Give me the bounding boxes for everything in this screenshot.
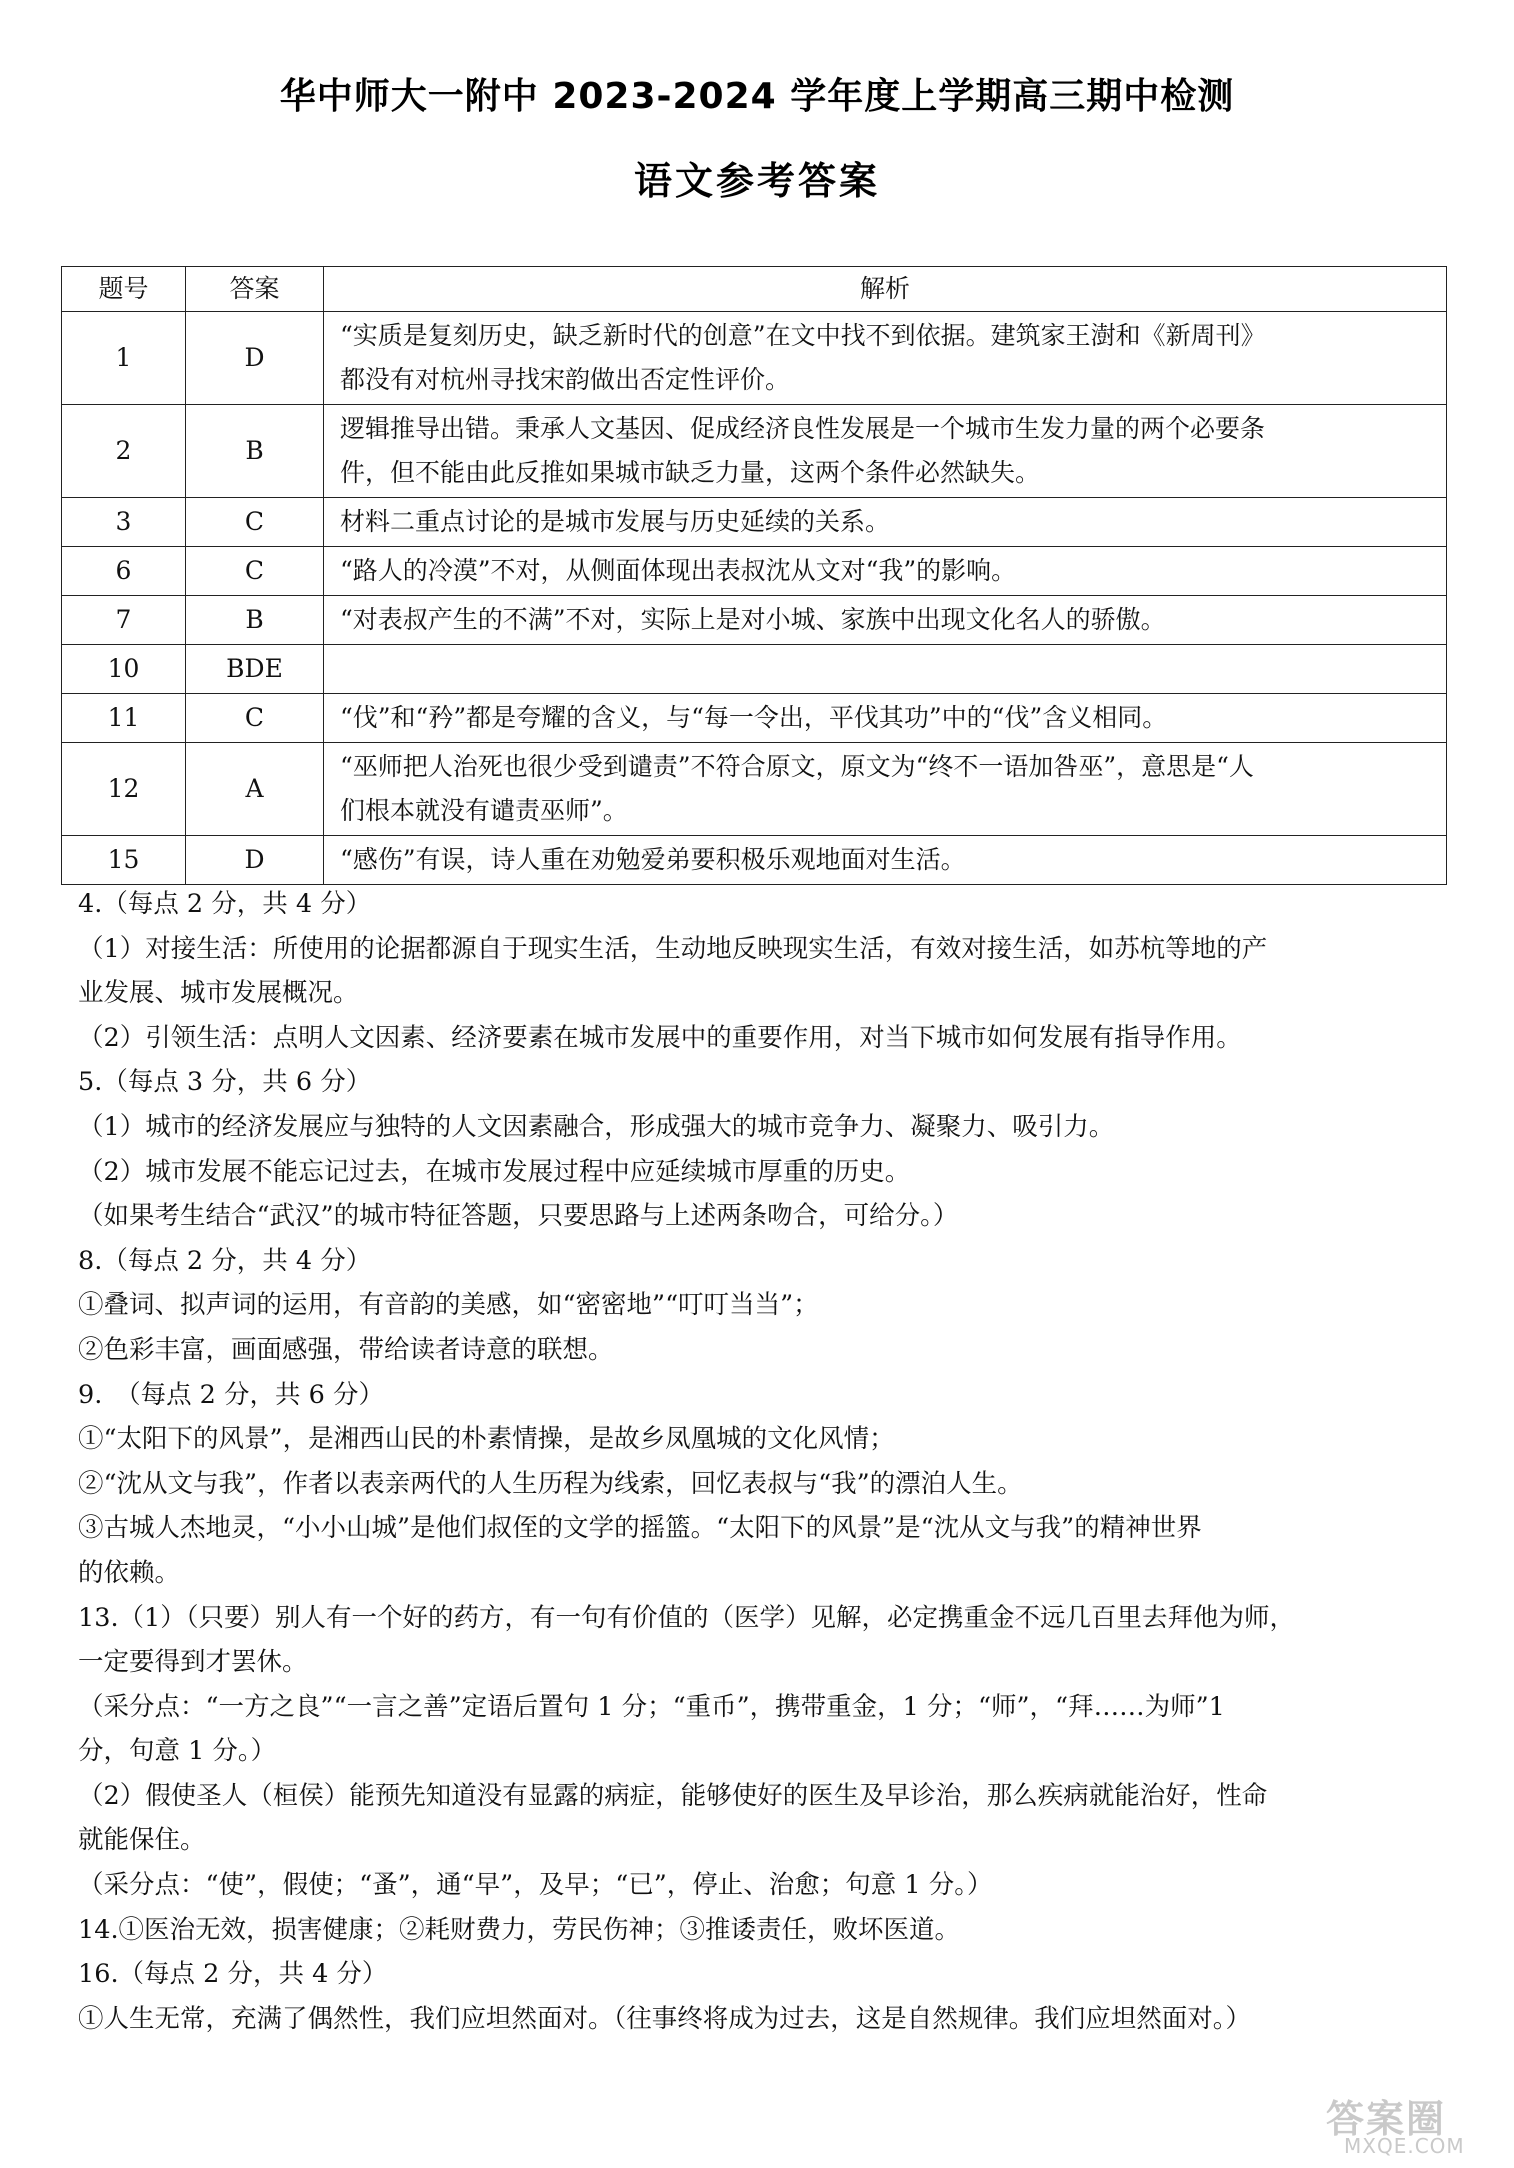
question-number: 6 (62, 547, 186, 596)
answer-line: （1）对接生活：所使用的论据都源自于现实生活，生动地反映现实生活，有效对接生活，如苏杭等地的产 (78, 933, 1268, 964)
explanation-line: “感伤”有误，诗人重在劝勉爱弟要积极乐观地面对生活。 (340, 845, 966, 874)
watermark-logo (1318, 2088, 1498, 2160)
answer-line: 9. （每点 2 分，共 6 分） (78, 1379, 384, 1410)
explanation-line (340, 647, 1432, 691)
answer-line: 的依赖。 (78, 1557, 181, 1588)
answer-line: 业发展、城市发展概况。 (78, 978, 359, 1009)
explanation (324, 547, 1447, 596)
explanation-line: “实质是复刻历史，缺乏新时代的创意”在文中找不到依据。建筑家王澍和《新周刊》 (340, 321, 1266, 350)
answer-line: 8.（每点 2 分，共 4 分） (78, 1245, 372, 1276)
answer-key: B (186, 405, 324, 498)
question-number: 3 (62, 498, 186, 547)
table-row (62, 405, 1447, 498)
answer-key: BDE (186, 645, 324, 694)
answer-line: （如果考生结合“武汉”的城市特征答题，只要思路与上述两条吻合，可给分。） (78, 1201, 959, 1232)
answer-line: （采分点：“一方之良”“一言之善”定语后置句 1 分；“重币”，携带重金，1 分；“师”，“拜……为师”1 (78, 1691, 1225, 1722)
answer-table (61, 266, 1447, 885)
explanation (324, 836, 1447, 885)
explanation (324, 694, 1447, 743)
answer-line: （2）引领生活：点明人文因素、经济要素在城市发展中的重要作用，对当下城市如何发展有指导作用。 (78, 1022, 1242, 1053)
table-row (62, 547, 1447, 596)
page-title: 华中师大一附中 2023-2024 学年度上学期高三期中检测 (279, 76, 1235, 117)
answer-line: ③古城人杰地灵，“小小山城”是他们叔侄的文学的摇篮。“太阳下的风景”是“沈从文与我”的精神世界 (78, 1513, 1202, 1544)
answer-line: ②色彩丰富，画面感强，带给读者诗意的联想。 (78, 1334, 614, 1365)
answer-line: 14.①医治无效，损害健康；②耗财费力，劳民伤神；③推诿责任，败坏医道。 (78, 1914, 961, 1945)
question-number: 12 (62, 743, 186, 836)
explanation (324, 743, 1447, 836)
answer-line: （1）城市的经济发展应与独特的人文因素融合，形成强大的城市竞争力、凝聚力、吸引力。 (78, 1111, 1115, 1142)
question-number: 7 (62, 596, 186, 645)
answer-key: C (186, 498, 324, 547)
answer-line: 分，句意 1 分。） (78, 1736, 277, 1767)
table-row (62, 645, 1447, 694)
explanation (324, 596, 1447, 645)
answer-section (78, 882, 1438, 2041)
answer-key: D (186, 312, 324, 405)
explanation-line: 们根本就没有谴责巫师”。 (340, 796, 628, 825)
table-row (62, 312, 1447, 405)
answer-line: ①人生无常，充满了偶然性，我们应坦然面对。（往事终将成为过去，这是自然规律。我们应坦然面对。） (78, 2003, 1252, 2034)
question-number: 2 (62, 405, 186, 498)
question-number: 1 (62, 312, 186, 405)
answer-line: 就能保住。 (78, 1825, 206, 1856)
answer-line: 4.（每点 2 分，共 4 分） (78, 889, 372, 919)
answer-line: 一定要得到才罢休。 (78, 1647, 308, 1678)
explanation (324, 405, 1447, 498)
explanation-line: 都没有对杭州寻找宋韵做出否定性评价。 (340, 365, 791, 394)
question-number: 15 (62, 836, 186, 885)
table-header-row (62, 267, 1447, 312)
question-number: 10 (62, 645, 186, 694)
explanation-line: 材料二重点讨论的是城市发展与历史延续的关系。 (340, 507, 891, 536)
answer-table-body (62, 312, 1447, 885)
explanation-line: 逻辑推导出错。秉承人文基因、促成经济良性发展是一个城市生发力量的两个必要条 (340, 414, 1266, 443)
answer-line: 13.（1）（只要）别人有一个好的药方，有一句有价值的（医学）见解，必定携重金不远几百里去拜他为师， (78, 1602, 1296, 1633)
question-number: 11 (62, 694, 186, 743)
header-question-number: 题号 (62, 267, 186, 312)
header-explanation: 解析 (324, 267, 1447, 312)
answer-line: ②“沈从文与我”，作者以表亲两代的人生历程为线索，回忆表叔与“我”的漂泊人生。 (78, 1468, 1023, 1499)
answer-key: A (186, 743, 324, 836)
page-subtitle: 语文参考答案 (633, 159, 880, 203)
answer-line: 16.（每点 2 分，共 4 分） (78, 1959, 388, 1990)
answer-key: C (186, 694, 324, 743)
answer-line: （2）假使圣人（桓侯）能预先知道没有显露的病症，能够使好的医生及早诊治，那么疾病就能治好，性命 (78, 1780, 1268, 1811)
table-row (62, 743, 1447, 836)
answer-key: B (186, 596, 324, 645)
explanation (324, 498, 1447, 547)
explanation (324, 645, 1447, 694)
explanation (324, 312, 1447, 405)
answer-line: ①“太阳下的风景”，是湘西山民的朴素情操，是故乡凤凰城的文化风情； (78, 1424, 895, 1455)
table-row (62, 596, 1447, 645)
explanation-line: “伐”和“矜”都是夸耀的含义，与“每一令出，平伐其功”中的“伐”含义相同。 (340, 703, 1168, 732)
answer-key: D (186, 836, 324, 885)
answer-key: C (186, 547, 324, 596)
watermark-text: 答案圈 (1326, 2097, 1447, 2141)
explanation-line: “对表叔产生的不满”不对，实际上是对小城、家族中出现文化名人的骄傲。 (340, 605, 1166, 634)
answer-line: 5.（每点 3 分，共 6 分） (78, 1067, 372, 1098)
watermark-url: MXQE.COM (1344, 2134, 1465, 2158)
answer-line: （采分点：“使”，假使；“蚤”，通“早”，及早；“已”，停止、治愈；句意 1 分。） (78, 1870, 993, 1901)
explanation-line: “巫师把人治死也很少受到谴责”不符合原文，原文为“终不一语加咎巫”，意思是“人 (340, 752, 1254, 781)
table-row (62, 836, 1447, 885)
answer-line: （2）城市发展不能忘记过去，在城市发展过程中应延续城市厚重的历史。 (78, 1156, 911, 1187)
table-row (62, 694, 1447, 743)
table-row (62, 498, 1447, 547)
explanation-line: “路人的冷漠”不对，从侧面体现出表叔沈从文对“我”的影响。 (340, 556, 1017, 585)
header-answer: 答案 (186, 267, 324, 312)
explanation-line: 件，但不能由此反推如果城市缺乏力量，这两个条件必然缺失。 (340, 458, 1041, 487)
answer-line: ①叠词、拟声词的运用，有音韵的美感，如“密密地”“叮叮当当”； (78, 1290, 819, 1321)
